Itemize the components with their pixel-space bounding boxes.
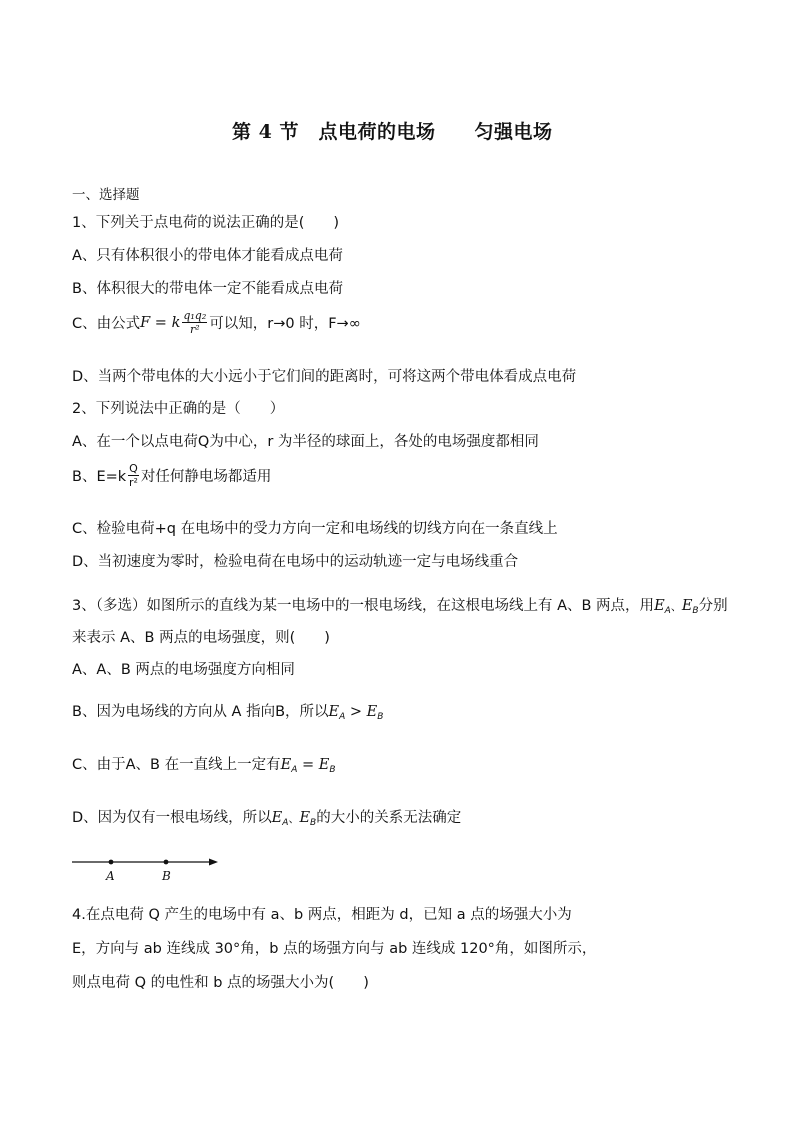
- q1-option-a: A、只有体积很小的带电体才能看成点电荷: [72, 248, 343, 264]
- symbol-e: E: [366, 704, 378, 720]
- page-title: 第 4 节 点电荷的电场 匀强电场: [232, 121, 553, 143]
- formula-numerator: q₁q₂: [183, 309, 207, 322]
- q3-option-c: [72, 753, 336, 775]
- q4-line1: 4.在点电荷 Q 产生的电场中有 a、b 两点，相距为 d，已知 a 点的场强大小为: [72, 907, 572, 923]
- q3-option-b: [72, 700, 383, 722]
- formula-fraction: [128, 463, 139, 488]
- subscript-a: A: [291, 765, 298, 775]
- q1-option-c-suffix: 可以知，r→0 时，F→∞: [209, 316, 361, 332]
- symbol-e: E: [328, 704, 340, 720]
- separator: 、: [288, 812, 300, 825]
- q1-option-b: B、体积很大的带电体一定不能看成点电荷: [72, 281, 343, 297]
- q2-option-b: [72, 463, 271, 488]
- formula-denominator: r²: [129, 476, 138, 489]
- q2-option-c: C、检验电荷+q 在电场中的受力方向一定和电场线的切线方向在一条直线上: [72, 521, 558, 537]
- q1-option-d: D、当两个带电体的大小远小于它们间的距离时，可将这两个带电体看成点电荷: [72, 369, 577, 385]
- equals: =: [297, 757, 319, 773]
- symbol-e: E: [299, 810, 311, 826]
- q2-option-b-prefix: B、E=k: [72, 469, 127, 485]
- section-heading: 一、选择题: [72, 187, 140, 203]
- q4-line3: 则点电荷 Q 的电性和 b 点的场强大小为( ): [72, 975, 369, 991]
- subscript-b: B: [377, 712, 384, 722]
- greater-than: >: [345, 704, 367, 720]
- q3-option-a: A、A、B 两点的电场强度方向相同: [72, 662, 295, 678]
- field-line-figure: [70, 852, 230, 886]
- q1-stem: 1、下列关于点电荷的说法正确的是( ): [72, 215, 340, 231]
- subscript-b: B: [692, 606, 699, 616]
- formula-equals: =: [150, 314, 172, 331]
- q3-option-d: [72, 806, 461, 828]
- formula-fraction: [182, 310, 207, 335]
- subscript-b: B: [310, 818, 317, 828]
- subscript-b: B: [329, 765, 336, 775]
- symbol-e: E: [271, 810, 283, 826]
- subscript-a: A: [664, 606, 671, 616]
- arrowhead-icon: [209, 859, 218, 866]
- q2-option-d: D、当初速度为零时，检验电荷在电场中的运动轨迹一定与电场线重合: [72, 554, 519, 570]
- q4-line2: E，方向与 ab 连线成 30°角，b 点的场强方向与 ab 连线成 120°角，如图所示，: [72, 941, 597, 957]
- symbol-e: E: [654, 598, 665, 614]
- q3-stem-prefix: 3、（多选）如图所示的直线为某一电场中的一根电场线，在这根电场线上有 A、B 两点，用: [72, 598, 655, 614]
- symbol-e: E: [280, 757, 292, 773]
- formula-numerator: Q: [129, 462, 138, 475]
- subscript-a: A: [282, 818, 289, 828]
- q2-option-b-suffix: 对任何静电场都适用: [140, 469, 272, 485]
- q2-stem: 2、下列说法中正确的是（ ）: [72, 401, 285, 417]
- point-a: [109, 860, 114, 865]
- separator: 、: [670, 600, 682, 613]
- formula-k: k: [171, 314, 181, 331]
- point-b: [164, 860, 169, 865]
- formula-denominator: r²: [189, 323, 200, 336]
- symbol-e: E: [681, 598, 693, 614]
- q3-option-d-suffix: 的大小的关系无法确定: [316, 810, 462, 826]
- q3-stem-line2: 来表示 A、B 两点的电场强度，则( ): [72, 630, 330, 646]
- symbol-e: E: [318, 757, 330, 773]
- q3-stem-line1: [72, 594, 728, 616]
- q3-option-d-prefix: D、因为仅有一根电场线，所以: [72, 810, 272, 826]
- label-point-b: B: [162, 869, 171, 883]
- q3-option-c-prefix: C、由于A、B 在一直线上一定有: [72, 757, 281, 773]
- q3-stem-suffix: 分别: [698, 598, 728, 614]
- q2-option-a: A、在一个以点电荷Q为中心，r 为半径的球面上，各处的电场强度都相同: [72, 434, 539, 450]
- q1-option-c-prefix: C、由公式: [72, 316, 141, 332]
- q3-option-b-prefix: B、因为电场线的方向从 A 指向B，所以: [72, 704, 329, 720]
- subscript-a: A: [339, 712, 346, 722]
- q1-option-c: [72, 310, 361, 335]
- label-point-a: A: [106, 869, 115, 883]
- formula-f: F: [140, 314, 151, 331]
